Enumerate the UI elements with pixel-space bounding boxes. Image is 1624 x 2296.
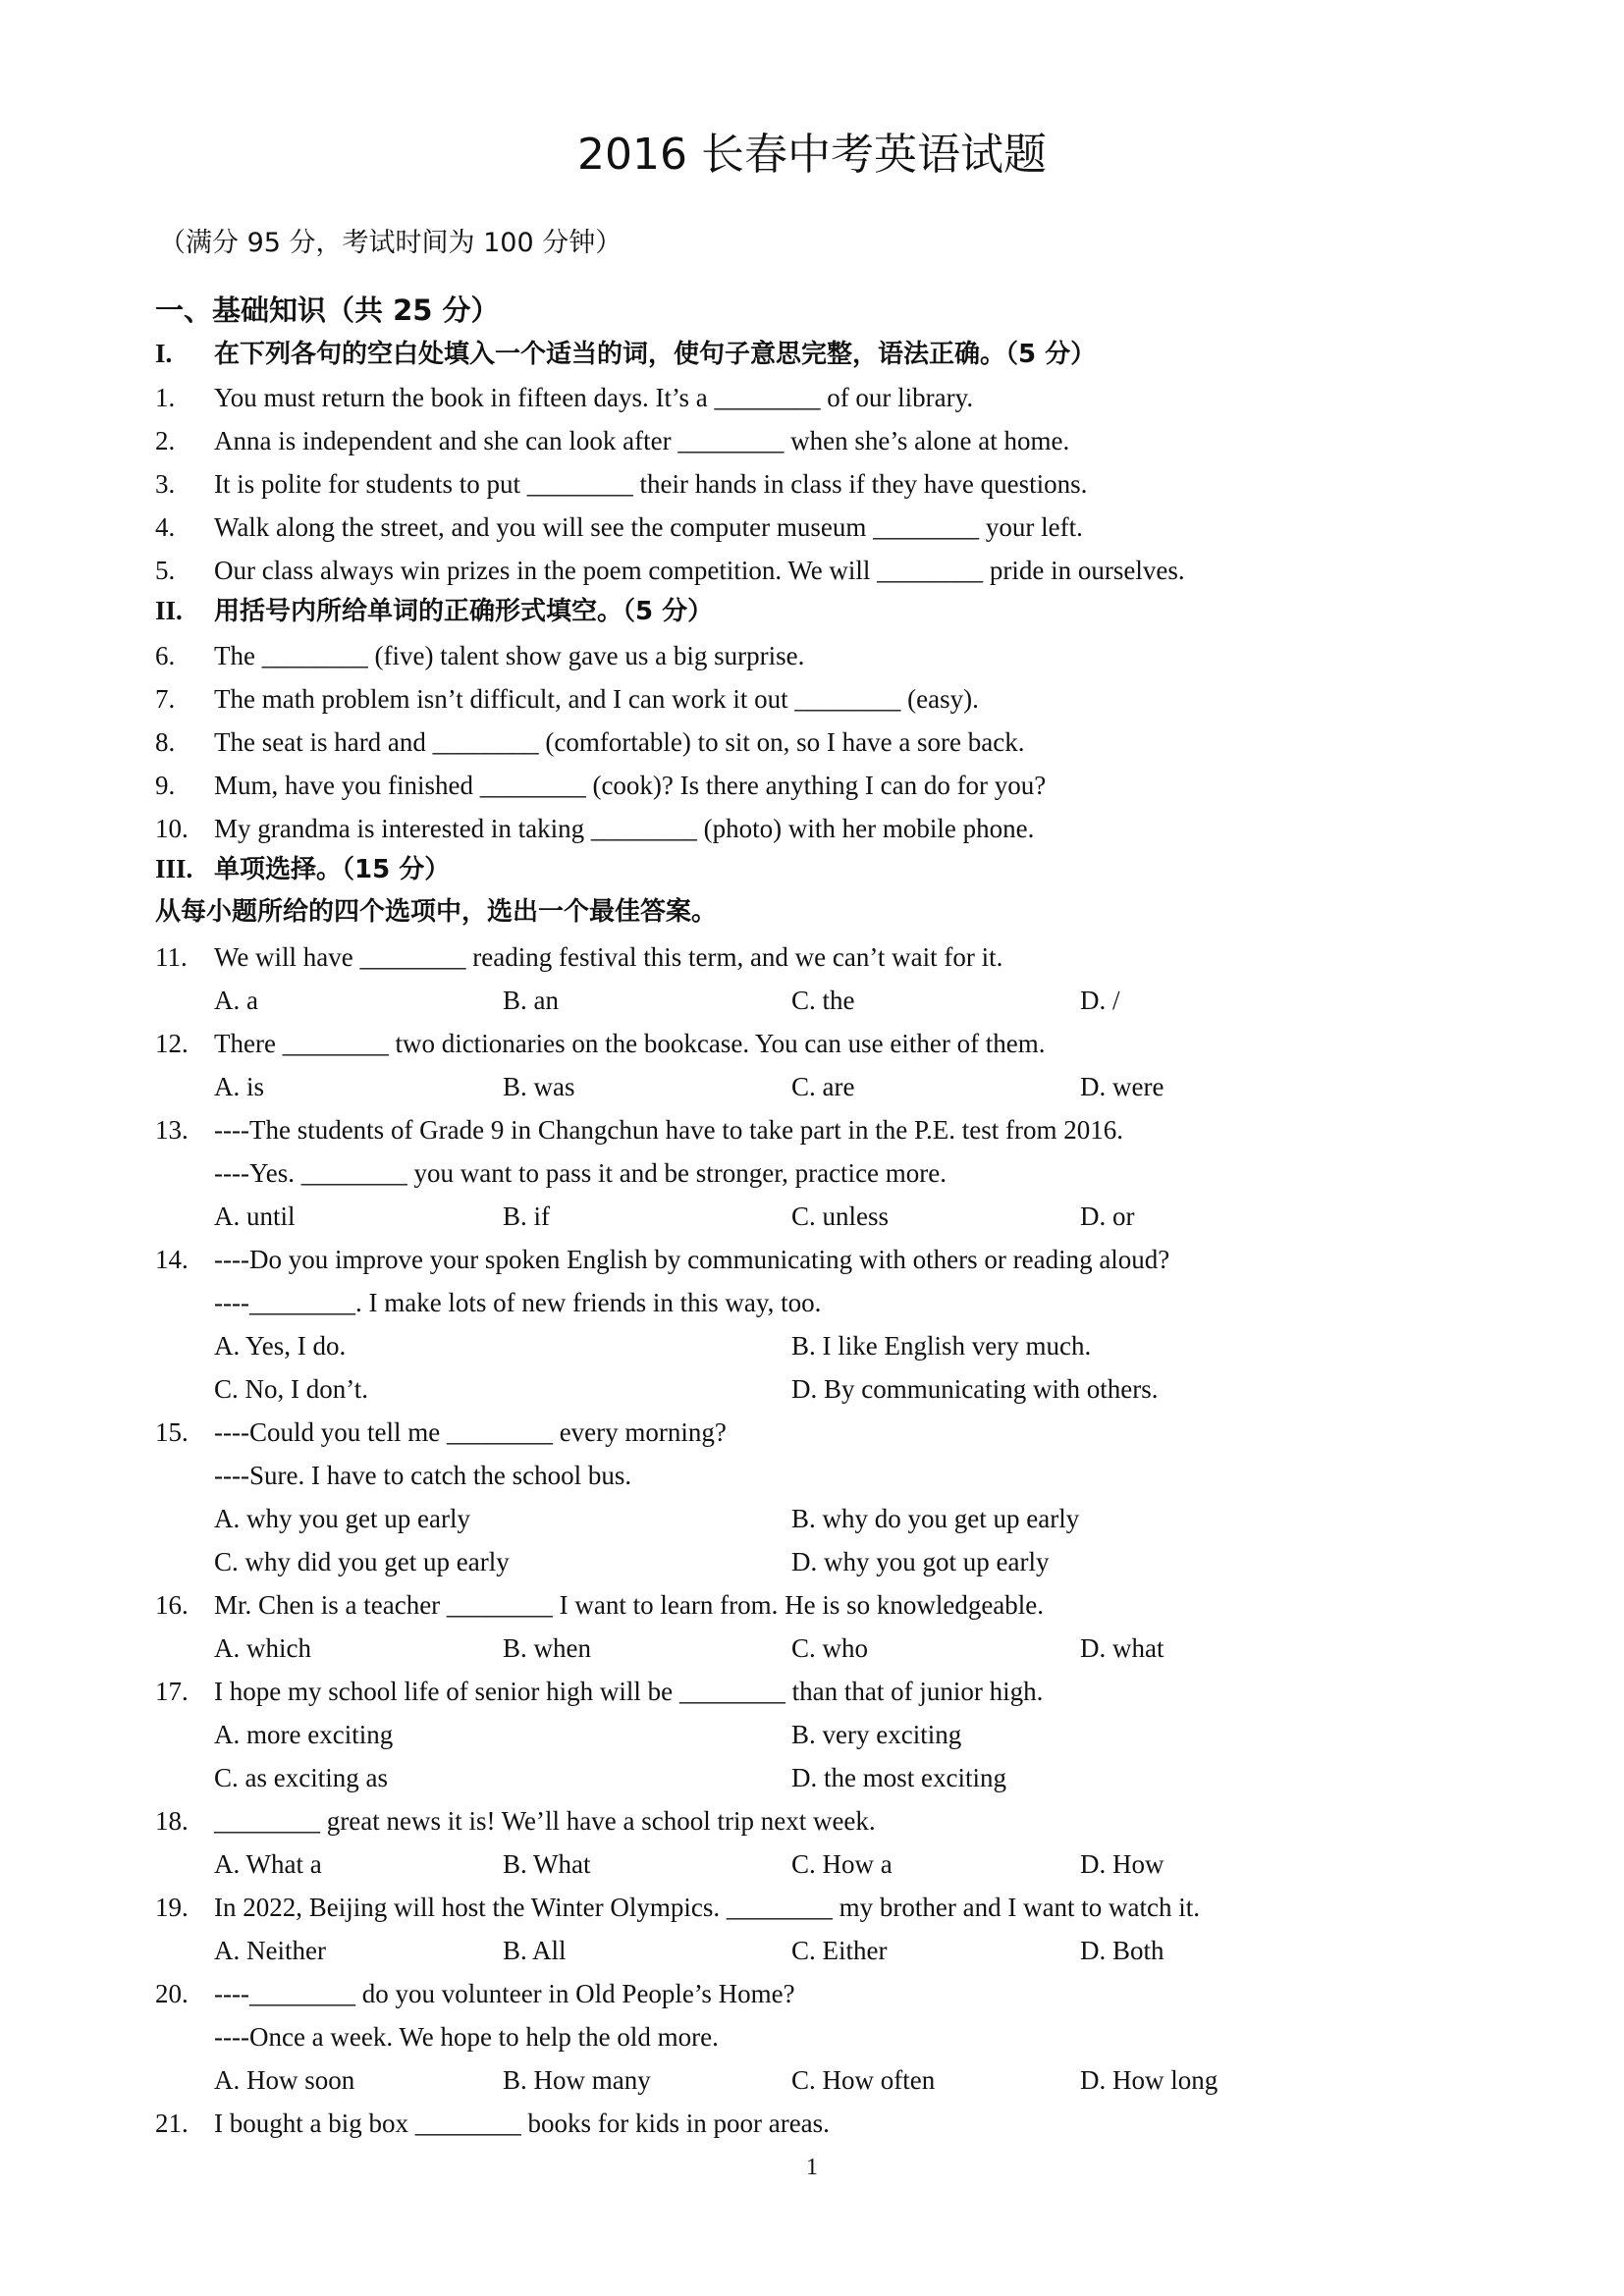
question-number: 5. bbox=[155, 556, 176, 585]
option-a: A. How soon bbox=[214, 2065, 355, 2095]
question-number: 16. bbox=[155, 1590, 189, 1620]
question-text: My grandma is interested in taking ________ (photo) with her mobile phone. bbox=[214, 814, 1035, 843]
option-d: D. / bbox=[1080, 986, 1120, 1015]
question-number: 1. bbox=[155, 383, 176, 412]
question-text: I hope my school life of senior high will be ________ than that of junior high. bbox=[214, 1677, 1044, 1706]
page-title: 2016 长春中考英语试题 bbox=[577, 130, 1047, 180]
question-text: ----Sure. I have to catch the school bus. bbox=[214, 1461, 632, 1490]
option-c: C. How a bbox=[791, 1849, 893, 1879]
question-text: ----________ do you volunteer in Old People’s Home? bbox=[214, 1979, 795, 2008]
section3-roman: III. bbox=[155, 854, 193, 883]
option-d: D. the most exciting bbox=[791, 1763, 1006, 1792]
option-a: A. until bbox=[214, 1201, 296, 1231]
section3-heading bbox=[155, 850, 450, 888]
option-a: A. is bbox=[214, 1072, 265, 1101]
question-number: 2. bbox=[155, 426, 176, 455]
question-number: 19. bbox=[155, 1893, 189, 1922]
question-number: 7. bbox=[155, 684, 176, 714]
option-c: C. why did you get up early bbox=[214, 1547, 510, 1576]
question-number: 4. bbox=[155, 512, 176, 542]
option-a: A. Yes, I do. bbox=[214, 1331, 347, 1361]
question-number: 10. bbox=[155, 814, 189, 843]
question-text: We will have ________ reading festival this term, and we can’t wait for it. bbox=[214, 942, 1003, 972]
option-c: C. are bbox=[791, 1072, 855, 1101]
option-d: D. How long bbox=[1080, 2065, 1218, 2095]
question-text: You must return the book in fifteen days. It’s a ________ of our library. bbox=[214, 383, 974, 412]
option-a: A. which bbox=[214, 1633, 311, 1663]
question-number: 12. bbox=[155, 1029, 189, 1058]
question-number: 6. bbox=[155, 641, 176, 670]
question-text: Anna is independent and she can look after ________ when she’s alone at home. bbox=[214, 426, 1070, 455]
option-b: B. very exciting bbox=[791, 1720, 962, 1749]
section1-heading bbox=[155, 335, 1096, 373]
question-number: 11. bbox=[155, 942, 188, 972]
option-c: C. who bbox=[791, 1633, 869, 1663]
option-d: D. what bbox=[1080, 1633, 1164, 1663]
question-text: ----Could you tell me ________ every morning? bbox=[214, 1417, 727, 1447]
option-a: A. more exciting bbox=[214, 1720, 394, 1749]
question-number: 20. bbox=[155, 1979, 189, 2008]
exam-info: （满分 95 分，考试时间为 100 分钟） bbox=[159, 228, 623, 258]
option-c: C. No, I don’t. bbox=[214, 1374, 369, 1404]
question-number: 17. bbox=[155, 1677, 189, 1706]
question-number: 15. bbox=[155, 1417, 189, 1447]
option-a: A. a bbox=[214, 986, 258, 1015]
option-d: D. Both bbox=[1080, 1936, 1164, 1965]
page-number: 1 bbox=[806, 2155, 818, 2180]
option-b: B. if bbox=[503, 1201, 551, 1231]
option-a: A. Neither bbox=[214, 1936, 326, 1965]
question-text: Our class always win prizes in the poem competition. We will ________ pride in ourselves. bbox=[214, 556, 1185, 585]
section2-roman: II. bbox=[155, 596, 183, 625]
question-text: ________ great news it is! We’ll have a school trip next week. bbox=[214, 1806, 876, 1836]
section2-title: 用括号内所给单词的正确形式填空。（5 分） bbox=[214, 597, 714, 626]
option-d: D. or bbox=[1080, 1201, 1135, 1231]
question-text: The seat is hard and ________ (comfortable) to sit on, so I have a sore back. bbox=[214, 727, 1025, 757]
question-text: The ________ (five) talent show gave us a big surprise. bbox=[214, 641, 805, 670]
question-text: Mum, have you finished ________ (cook)? Is there anything I can do for you? bbox=[214, 771, 1047, 800]
question-text: There ________ two dictionaries on the bookcase. You can use either of them. bbox=[214, 1029, 1046, 1058]
question-text: ----________. I make lots of new friends in this way, too. bbox=[214, 1288, 822, 1317]
question-number: 13. bbox=[155, 1115, 189, 1145]
question-number: 14. bbox=[155, 1245, 189, 1274]
question-number: 21. bbox=[155, 2109, 189, 2138]
question-text: I bought a big box ________ books for kids in poor areas. bbox=[214, 2109, 830, 2138]
question-text: ----Once a week. We hope to help the old more. bbox=[214, 2022, 719, 2052]
section1-title: 在下列各句的空白处填入一个适当的词，使句子意思完整，语法正确。（5 分） bbox=[214, 340, 1097, 369]
section1-roman: I. bbox=[155, 339, 173, 368]
question-text: Mr. Chen is a teacher ________ I want to learn from. He is so knowledgeable. bbox=[214, 1590, 1045, 1620]
question-text: ----The students of Grade 9 in Changchun have to take part in the P.E. test from 2016. bbox=[214, 1115, 1124, 1145]
option-b: B. when bbox=[503, 1633, 591, 1663]
question-text: ----Yes. ________ you want to pass it and be stronger, practice more. bbox=[214, 1158, 947, 1188]
option-b: B. All bbox=[503, 1936, 567, 1965]
section3-instruction: 从每小题所给的四个选项中，选出一个最佳答案。 bbox=[155, 897, 718, 927]
option-b: B. How many bbox=[503, 2065, 651, 2095]
option-b: B. an bbox=[503, 986, 559, 1015]
section2-heading bbox=[155, 592, 713, 630]
question-number: 18. bbox=[155, 1806, 189, 1836]
option-c: C. as exciting as bbox=[214, 1763, 388, 1792]
question-number: 3. bbox=[155, 469, 176, 499]
option-d: D. were bbox=[1080, 1072, 1164, 1101]
option-c: C. How often bbox=[791, 2065, 936, 2095]
option-b: B. why do you get up early bbox=[791, 1504, 1080, 1533]
question-text: ----Do you improve your spoken English by communicating with others or reading aloud? bbox=[214, 1245, 1170, 1274]
option-d: D. By communicating with others. bbox=[791, 1374, 1159, 1404]
option-a: A. why you get up early bbox=[214, 1504, 470, 1533]
question-number: 8. bbox=[155, 727, 176, 757]
question-text: Walk along the street, and you will see the computer museum ________ your left. bbox=[214, 512, 1083, 542]
question-text: The math problem isn’t difficult, and I can work it out ________ (easy). bbox=[214, 684, 979, 714]
section3-title: 单项选择。（15 分） bbox=[214, 855, 451, 884]
option-d: D. How bbox=[1080, 1849, 1164, 1879]
option-c: C. the bbox=[791, 986, 855, 1015]
question-text: In 2022, Beijing will host the Winter Olympics. ________ my brother and I want to watch it. bbox=[214, 1893, 1201, 1922]
option-a: A. What a bbox=[214, 1849, 322, 1879]
question-text: It is polite for students to put ________ their hands in class if they have questions. bbox=[214, 469, 1088, 499]
question-number: 9. bbox=[155, 771, 176, 800]
part1-heading: 一、基础知识（共 25 分） bbox=[155, 294, 500, 327]
option-b: B. I like English very much. bbox=[791, 1331, 1092, 1361]
option-d: D. why you got up early bbox=[791, 1547, 1050, 1576]
option-b: B. What bbox=[503, 1849, 591, 1879]
option-c: C. Either bbox=[791, 1936, 888, 1965]
option-b: B. was bbox=[503, 1072, 575, 1101]
option-c: C. unless bbox=[791, 1201, 890, 1231]
